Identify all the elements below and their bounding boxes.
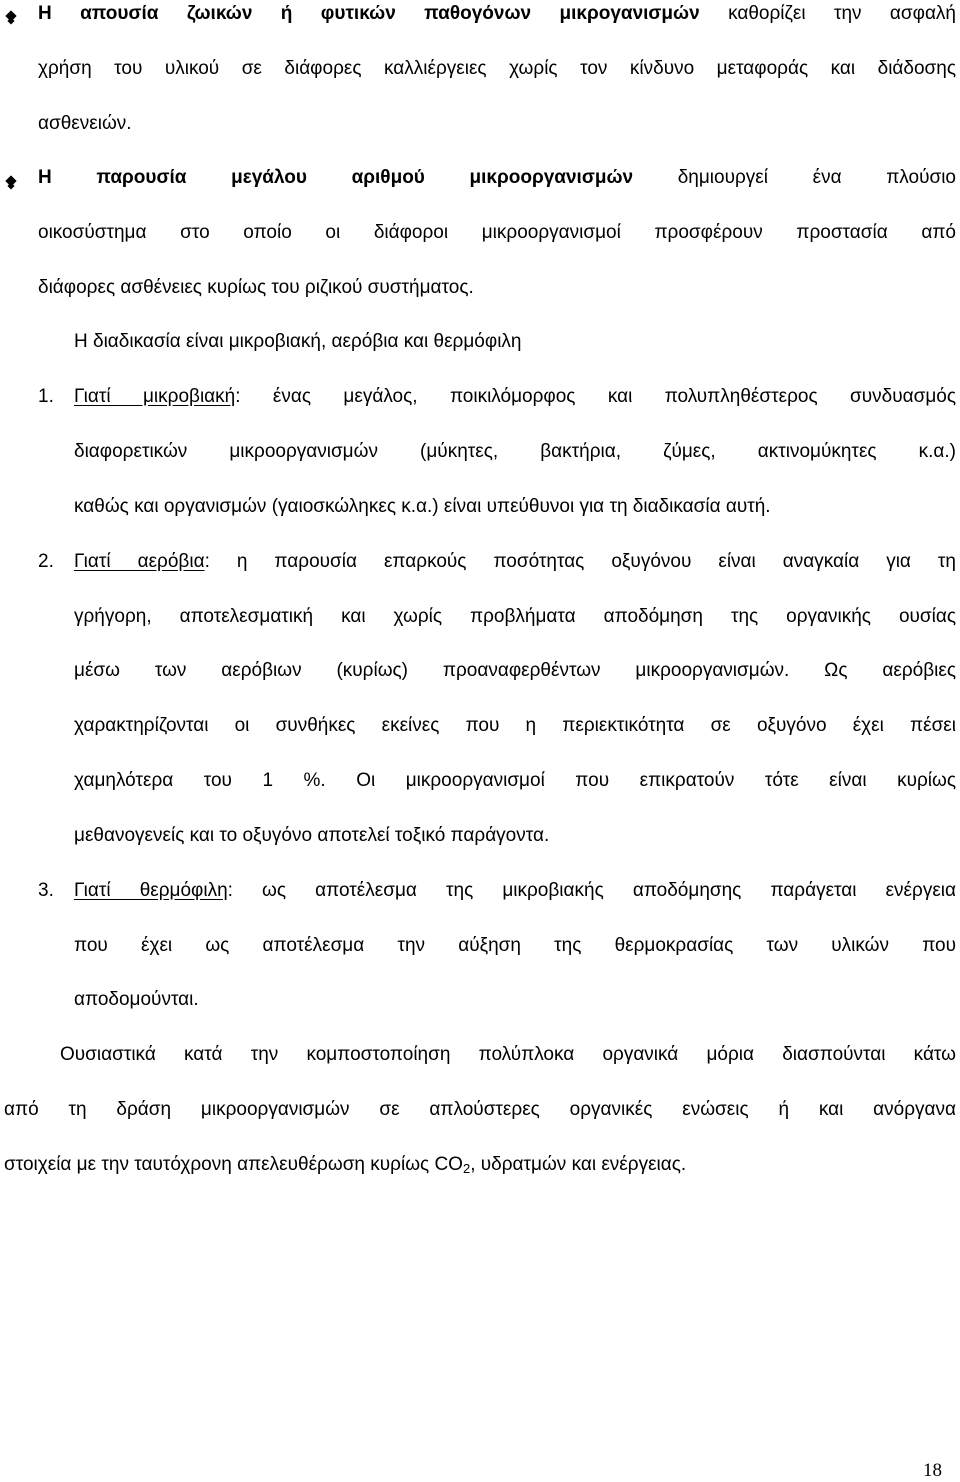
bullet-2-bold-lead: Η παρουσία μεγάλου αριθμού μικροοργανισμών — [38, 167, 634, 188]
item-2-heading: Γιατί αερόβια — [74, 551, 205, 572]
bullet-marker — [5, 10, 16, 21]
bullet-1-line-3: ασθενειών. — [38, 113, 132, 134]
summary-line-3-tail: , υδρατμών και ενέργειας. — [470, 1154, 687, 1175]
item-1-number: 1. — [38, 386, 54, 407]
bullet-2-line-3: διάφορες ασθένειες κυρίως του ριζικού συστήματος. — [38, 277, 474, 298]
item-2-text: : η παρουσία επαρκούς ποσότητας οξυγόνου είναι αναγκαία για τη — [204, 551, 956, 572]
bullet-2-text: δημιουργεί ένα πλούσιο — [677, 167, 956, 188]
item-2-line-5: χαμηλότερα του 1 %. Οι μικροοργανισμοί που επικρατούν τότε είναι κυρίως — [74, 770, 956, 791]
item-1-line-3: καθώς και οργανισμών (γαιοσκώληκες κ.α.) είναι υπεύθυνοι για τη διαδικασία αυτή. — [74, 496, 771, 517]
item-2-line-6: μεθανογενείς και το οξυγόνο αποτελεί τοξικό παράγοντα. — [74, 825, 550, 846]
item-3-line-1 — [74, 880, 956, 902]
item-1-line-1 — [74, 386, 956, 408]
item-1-line-2: διαφορετικών μικροοργανισμών (μύκητες, βακτήρια, ζύμες, ακτινομύκητες κ.α.) — [74, 441, 956, 462]
co2-subscript: 2 — [462, 1161, 471, 1176]
item-3-text: : ως αποτέλεσμα της μικροβιακής αποδόμησης παράγεται ενέργεια — [227, 880, 957, 901]
item-1-heading: Γιατί μικροβιακή — [74, 386, 236, 407]
item-3-heading: Γιατί θερμόφιλη — [74, 880, 228, 901]
summary-line-2: από τη δράση μικροοργανισμών σε απλούστερες οργανικές ενώσεις ή και ανόργανα — [4, 1099, 956, 1120]
bullet-2-line-1 — [38, 167, 956, 189]
bullet-1-line-1 — [38, 3, 956, 25]
bullet-1-text: καθορίζει την ασφαλή — [728, 3, 956, 24]
bullet-marker — [5, 175, 16, 186]
item-2-line-3: μέσω των αερόβιων (κυρίως) προαναφερθέντων μικροοργανισμών. Ως αερόβιες — [74, 660, 956, 681]
process-statement: Η διαδικασία είναι μικροβιακή, αερόβια και θερμόφιλη — [74, 331, 522, 352]
item-3-line-2: που έχει ως αποτέλεσμα την αύξηση της θερμοκρασίας των υλικών που — [74, 935, 956, 956]
bullet-1-bold-lead: Η απουσία ζωικών ή φυτικών παθογόνων μικρογανισμών — [38, 3, 700, 24]
summary-line-1: Ουσιαστικά κατά την κομποστοποίηση πολύπλοκα οργανικά μόρια διασπούνται κάτω — [60, 1044, 956, 1065]
summary-line-3-text: στοιχεία με την ταυτόχρονη απελευθέρωση κυρίως CO — [4, 1154, 463, 1175]
item-3-number: 3. — [38, 880, 54, 901]
summary-line-3 — [4, 1154, 686, 1180]
item-2-line-4: χαρακτηρίζονται οι συνθήκες εκείνες που η περιεκτικότητα σε οξυγόνο έχει πέσει — [74, 715, 956, 736]
item-2-line-1 — [74, 551, 956, 573]
bullet-2-line-2: οικοσύστημα στο οποίο οι διάφοροι μικροοργανισμοί προσφέρουν προστασία από — [38, 222, 956, 243]
bullet-1-line-2: χρήση του υλικού σε διάφορες καλλιέργειες χωρίς τον κίνδυνο μεταφοράς και διάδοσης — [38, 58, 956, 79]
page-number: 18 — [923, 1460, 942, 1481]
item-2-number: 2. — [38, 551, 54, 572]
item-1-text: : ένας μεγάλος, ποικιλόμορφος και πολυπληθέστερος συνδυασμός — [235, 386, 956, 407]
item-2-line-2: γρήγορη, αποτελεσματική και χωρίς προβλήματα αποδόμηση της οργανικής ουσίας — [74, 606, 956, 627]
item-3-line-3: αποδομούνται. — [74, 989, 199, 1010]
